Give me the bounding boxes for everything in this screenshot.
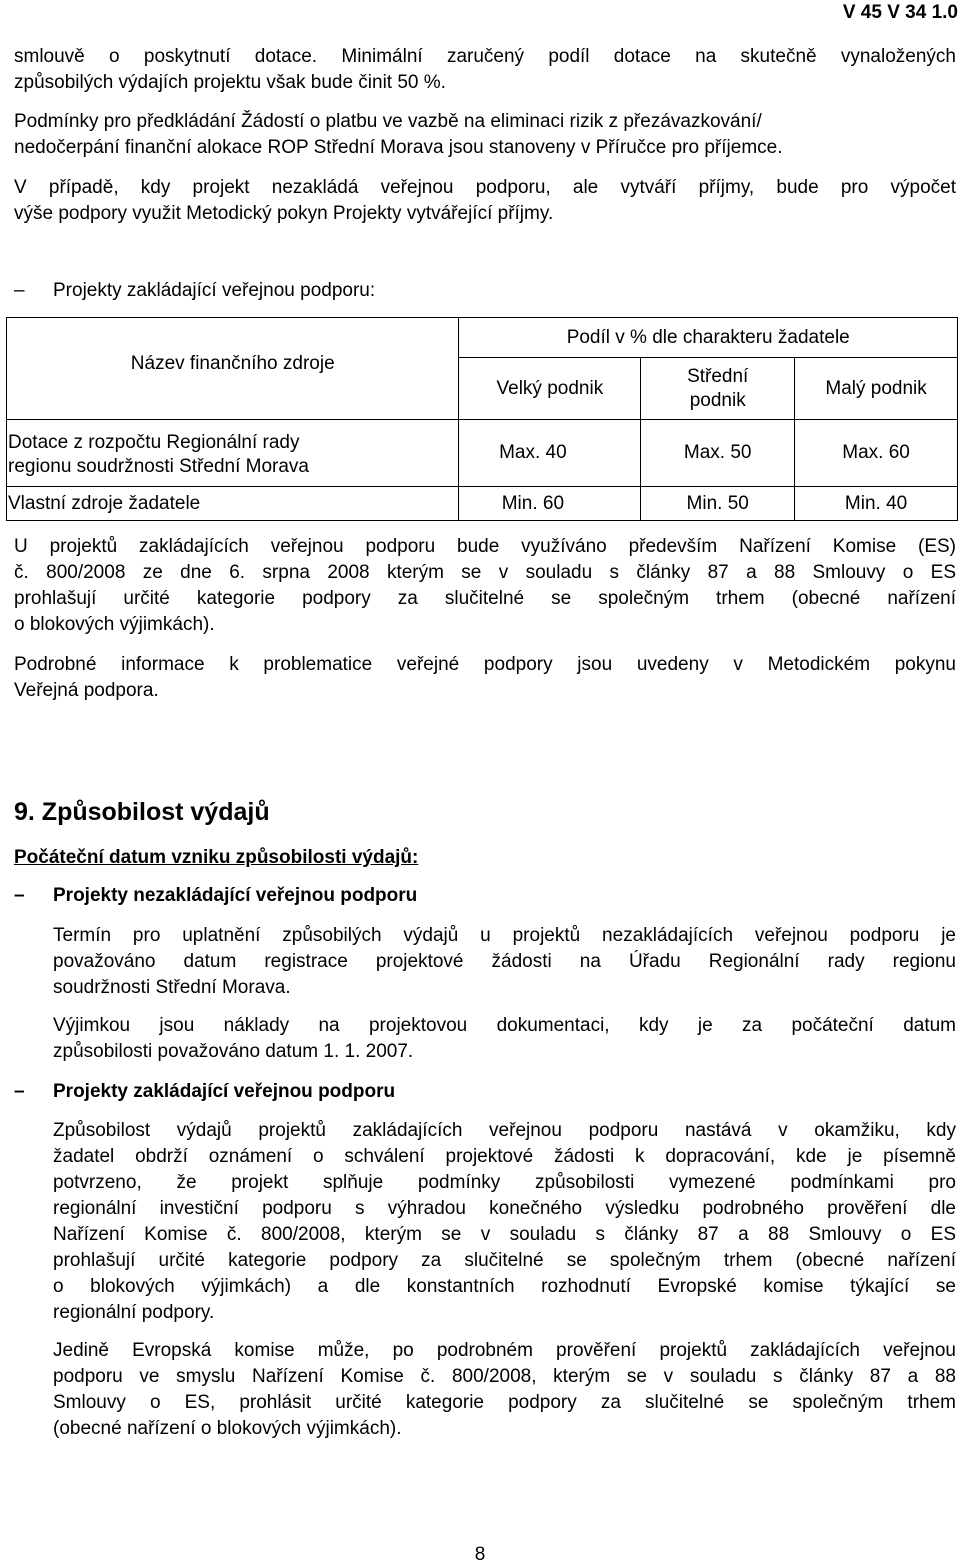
text-line: nedočerpání finanční alokace ROP Střední Morava jsou stanoveny v Příručce pro příjemce. xyxy=(14,137,783,158)
text-line: prohlašují určité kategorie podpory za slučitelné se společným trhem (obecné nařízení xyxy=(14,588,956,609)
cell-small: Max. 60 xyxy=(795,420,958,487)
table-row xyxy=(7,420,958,487)
bullet-dash: – xyxy=(14,1081,25,1102)
aid-paragraph-2 xyxy=(53,1338,956,1442)
document-id: V 45 V 34 1.0 xyxy=(842,2,958,23)
text-line: výše podpory využit Metodický pokyn Projekty vytvářející příjmy. xyxy=(14,203,554,224)
non-aid-heading: Projekty nezakládající veřejnou podporu xyxy=(53,885,418,906)
text-line: podporu ve smyslu Nařízení Komise č. 800/2008, kterým se v souladu s články 87 a 88 xyxy=(53,1366,956,1387)
text-line: Jedině Evropská komise může, po podrobném prověření projektů zakládajících veřejnou xyxy=(53,1340,956,1361)
text-line: soudržnosti Střední Morava. xyxy=(53,977,291,998)
chapter-subheading: Počáteční datum vzniku způsobilosti výdajů: xyxy=(14,847,419,868)
text-line: U projektů zakládajících veřejnou podporu bude využíváno především Nařízení Komise (ES) xyxy=(14,536,956,557)
header-medium-line-1: Střední xyxy=(687,365,749,387)
header-medium-enterprise xyxy=(641,358,795,420)
text-line: Podrobné informace k problematice veřejné podpory jsou uvedeny v Metodickém pokynu xyxy=(14,654,956,675)
header-small-enterprise: Malý podnik xyxy=(795,358,958,420)
cell-medium: Min. 50 xyxy=(641,487,795,521)
non-aid-paragraph-2 xyxy=(53,1013,956,1065)
text-line: o blokových výjimkách) a dle konstantních rozhodnutí Evropské komise týkající se xyxy=(53,1276,956,1297)
state-aid-heading: Projekty zakládající veřejnou podporu: xyxy=(53,280,376,301)
text-line: považováno datum registrace projektové žádosti na Úřadu Regionální rady regionu xyxy=(53,951,956,972)
non-aid-paragraph-1 xyxy=(53,923,956,1001)
aid-heading: Projekty zakládající veřejnou podporu xyxy=(53,1081,396,1102)
text-line: V případě, kdy projekt nezakládá veřejnou podporu, ale vytváří příjmy, bude pro výpočet xyxy=(14,177,956,198)
bullet-dash: – xyxy=(14,885,25,906)
cell-medium: Max. 50 xyxy=(641,420,795,487)
cell-source xyxy=(7,420,459,487)
text-line: Podmínky pro předkládání Žádostí o platbu ve vazbě na eliminaci rizik z přezávazkování/ xyxy=(14,111,762,132)
text-line: regionální investiční podporu s výhradou konečného výsledku podrobného prověření dle xyxy=(53,1198,956,1219)
text-line: Veřejná podpora. xyxy=(14,680,159,701)
cell-large: Min. 60 xyxy=(459,487,641,521)
bullet-dash: – xyxy=(14,280,25,301)
aid-paragraph-1 xyxy=(53,1118,956,1326)
cell-source: Vlastní zdroje žadatele xyxy=(7,487,459,521)
text-line: smlouvě o poskytnutí dotace. Minimální zaručený podíl dotace na skutečně vynaložených xyxy=(14,46,956,67)
header-source: Název finančního zdroje xyxy=(7,318,459,420)
text-line: (obecné nařízení o blokových výjimkách). xyxy=(53,1418,402,1439)
page-number: 8 xyxy=(474,1544,486,1565)
header-large-enterprise: Velký podnik xyxy=(459,358,641,420)
cell-source-line-1: Dotace z rozpočtu Regionální rady xyxy=(8,432,300,453)
text-line: č. 800/2008 ze dne 6. srpna 2008 kterým se v souladu s články 87 a 88 Smlouvy o ES xyxy=(14,562,956,583)
text-line: regionální podpory. xyxy=(53,1302,215,1323)
funding-share-table xyxy=(6,317,958,521)
header-medium-line-2: podnik xyxy=(689,389,746,411)
intro-paragraph-3 xyxy=(14,175,956,227)
text-line: žadatel obdrží oznámení o schválení projektové žádosti k dopracování, kde je písemně xyxy=(53,1146,956,1167)
text-line: Termín pro uplatnění způsobilých výdajů u projektů nezakládajících veřejnou podporu je xyxy=(53,925,956,946)
regulation-paragraph xyxy=(14,534,956,638)
text-line: potvrzeno, že projekt splňuje podmínky způsobilosti vymezené podmínkami pro xyxy=(53,1172,956,1193)
intro-paragraph-1 xyxy=(14,44,956,96)
table-row xyxy=(7,487,958,521)
text-line: prohlašují určité kategorie podpory za slučitelné se společným trhem (obecné nařízení xyxy=(53,1250,956,1271)
text-line: Výjimkou jsou náklady na projektovou dokumentaci, kdy je za počáteční datum xyxy=(53,1015,956,1036)
text-line: způsobilosti považováno datum 1. 1. 2007. xyxy=(53,1041,414,1062)
chapter-title: 9. Způsobilost výdajů xyxy=(14,798,270,826)
cell-large: Max. 40 xyxy=(459,420,641,487)
text-line: Nařízení Komise č. 800/2008, kterým se v souladu s články 87 a 88 Smlouvy o ES xyxy=(53,1224,956,1245)
intro-paragraph-2 xyxy=(14,109,956,161)
text-line: Způsobilost výdajů projektů zakládajících veřejnou podporu nastává v okamžiku, kdy xyxy=(53,1120,956,1141)
header-share: Podíl v % dle charakteru žadatele xyxy=(459,318,958,358)
guideline-paragraph xyxy=(14,652,956,704)
text-line: o blokových výjimkách). xyxy=(14,614,215,635)
cell-source-line-2: regionu soudržnosti Střední Morava xyxy=(8,456,309,477)
cell-small: Min. 40 xyxy=(795,487,958,521)
text-line: Smlouvy o ES, prohlásit určité kategorie podpory za slučitelné se společným trhem xyxy=(53,1392,956,1413)
text-line: způsobilých výdajích projektu však bude činit 50 %. xyxy=(14,72,446,93)
